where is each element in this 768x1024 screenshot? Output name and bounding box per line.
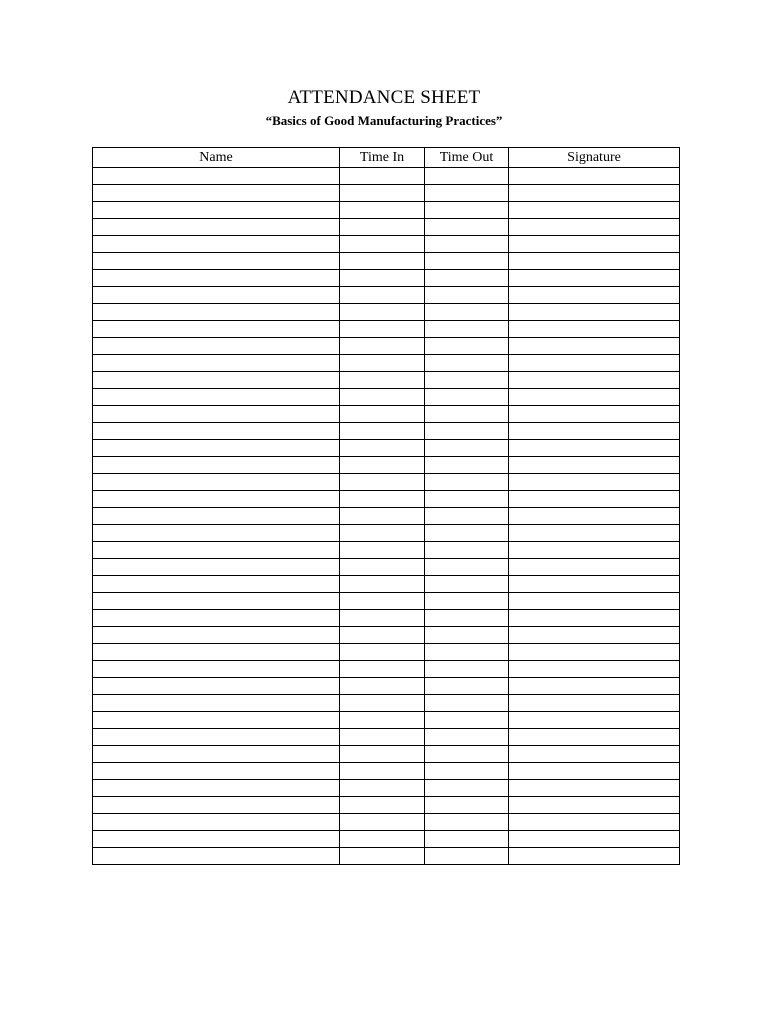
time-out-cell [425,287,509,304]
name-cell [93,814,340,831]
time-out-cell [425,576,509,593]
time-out-cell [425,627,509,644]
table-row [93,814,680,831]
time-in-cell [340,542,425,559]
table-row [93,712,680,729]
column-header-signature: Signature [509,148,680,168]
time-in-cell [340,661,425,678]
name-cell [93,729,340,746]
table-row [93,304,680,321]
signature-cell [509,372,680,389]
name-cell [93,185,340,202]
time-out-cell [425,168,509,185]
signature-cell [509,678,680,695]
signature-cell [509,202,680,219]
time-in-cell [340,678,425,695]
time-in-cell [340,321,425,338]
signature-cell [509,253,680,270]
name-cell [93,287,340,304]
signature-cell [509,542,680,559]
time-out-cell [425,661,509,678]
signature-cell [509,236,680,253]
time-in-cell [340,270,425,287]
name-cell [93,338,340,355]
time-in-cell [340,457,425,474]
table-row [93,695,680,712]
signature-cell [509,389,680,406]
name-cell [93,763,340,780]
name-cell [93,355,340,372]
name-cell [93,270,340,287]
table-row [93,168,680,185]
name-cell [93,695,340,712]
table-row [93,797,680,814]
signature-cell [509,185,680,202]
name-cell [93,440,340,457]
time-out-cell [425,440,509,457]
name-cell [93,389,340,406]
table-row [93,491,680,508]
time-in-cell [340,763,425,780]
time-out-cell [425,304,509,321]
table-row [93,644,680,661]
time-in-cell [340,644,425,661]
signature-cell [509,763,680,780]
signature-cell [509,848,680,865]
name-cell [93,423,340,440]
name-cell [93,491,340,508]
time-out-cell [425,525,509,542]
signature-cell [509,304,680,321]
name-cell [93,542,340,559]
page-subtitle: “Basics of Good Manufacturing Practices” [265,113,503,128]
table-row [93,185,680,202]
time-in-cell [340,474,425,491]
signature-cell [509,576,680,593]
signature-cell [509,508,680,525]
time-in-cell [340,168,425,185]
name-cell [93,746,340,763]
table-row [93,508,680,525]
name-cell [93,712,340,729]
time-out-cell [425,644,509,661]
time-out-cell [425,797,509,814]
time-out-cell [425,253,509,270]
time-out-cell [425,848,509,865]
time-out-cell [425,423,509,440]
table-row [93,202,680,219]
signature-cell [509,321,680,338]
table-row [93,219,680,236]
time-out-cell [425,491,509,508]
signature-cell [509,610,680,627]
name-cell [93,678,340,695]
time-out-cell [425,389,509,406]
table-row [93,627,680,644]
table-row [93,729,680,746]
time-out-cell [425,695,509,712]
signature-cell [509,474,680,491]
time-in-cell [340,440,425,457]
time-out-cell [425,763,509,780]
name-cell [93,168,340,185]
name-cell [93,831,340,848]
table-row [93,406,680,423]
time-in-cell [340,389,425,406]
time-in-cell [340,372,425,389]
time-in-cell [340,355,425,372]
table-row [93,525,680,542]
time-out-cell [425,746,509,763]
time-out-cell [425,338,509,355]
table-row [93,831,680,848]
table-row [93,593,680,610]
name-cell [93,610,340,627]
time-in-cell [340,559,425,576]
time-in-cell [340,304,425,321]
table-row [93,763,680,780]
time-in-cell [340,814,425,831]
time-out-cell [425,542,509,559]
name-cell [93,559,340,576]
signature-cell [509,559,680,576]
time-out-cell [425,831,509,848]
name-cell [93,219,340,236]
time-out-cell [425,814,509,831]
attendance-table [92,147,680,865]
time-in-cell [340,848,425,865]
time-in-cell [340,576,425,593]
time-out-cell [425,610,509,627]
table-row [93,236,680,253]
name-cell [93,576,340,593]
column-header-time-out: Time Out [425,148,509,168]
table-row [93,746,680,763]
signature-cell [509,270,680,287]
table-row [93,287,680,304]
time-in-cell [340,423,425,440]
name-cell [93,474,340,491]
table-row [93,253,680,270]
signature-cell [509,780,680,797]
time-in-cell [340,253,425,270]
time-out-cell [425,202,509,219]
time-in-cell [340,525,425,542]
time-in-cell [340,780,425,797]
signature-cell [509,338,680,355]
name-cell [93,406,340,423]
time-out-cell [425,185,509,202]
signature-cell [509,406,680,423]
time-out-cell [425,559,509,576]
table-row [93,423,680,440]
time-in-cell [340,236,425,253]
time-in-cell [340,287,425,304]
time-in-cell [340,797,425,814]
time-out-cell [425,712,509,729]
table-row [93,270,680,287]
name-cell [93,253,340,270]
signature-cell [509,746,680,763]
table-row [93,372,680,389]
signature-cell [509,729,680,746]
time-in-cell [340,831,425,848]
time-out-cell [425,321,509,338]
time-out-cell [425,780,509,797]
time-out-cell [425,219,509,236]
name-cell [93,661,340,678]
name-cell [93,321,340,338]
name-cell [93,627,340,644]
table-row [93,661,680,678]
time-out-cell [425,355,509,372]
time-in-cell [340,712,425,729]
name-cell [93,593,340,610]
table-body [93,168,680,865]
time-in-cell [340,185,425,202]
table-row [93,389,680,406]
time-out-cell [425,457,509,474]
signature-cell [509,219,680,236]
table-row [93,559,680,576]
name-cell [93,508,340,525]
table-row [93,457,680,474]
column-header-name: Name [93,148,340,168]
signature-cell [509,661,680,678]
signature-cell [509,712,680,729]
name-cell [93,236,340,253]
table-header-row [93,148,680,168]
time-in-cell [340,593,425,610]
name-cell [93,797,340,814]
time-out-cell [425,729,509,746]
table-row [93,355,680,372]
time-in-cell [340,491,425,508]
signature-cell [509,491,680,508]
signature-cell [509,168,680,185]
table-row [93,848,680,865]
table-row [93,440,680,457]
page-title: ATTENDANCE SHEET [287,87,481,108]
table-row [93,542,680,559]
signature-cell [509,593,680,610]
time-out-cell [425,372,509,389]
signature-cell [509,423,680,440]
time-out-cell [425,406,509,423]
signature-cell [509,525,680,542]
time-out-cell [425,236,509,253]
signature-cell [509,644,680,661]
time-in-cell [340,508,425,525]
name-cell [93,780,340,797]
column-header-time-in: Time In [340,148,425,168]
signature-cell [509,355,680,372]
name-cell [93,304,340,321]
signature-cell [509,695,680,712]
time-in-cell [340,202,425,219]
time-out-cell [425,678,509,695]
table-row [93,610,680,627]
time-in-cell [340,219,425,236]
signature-cell [509,457,680,474]
signature-cell [509,831,680,848]
time-out-cell [425,593,509,610]
time-in-cell [340,746,425,763]
signature-cell [509,627,680,644]
table-row [93,321,680,338]
table-row [93,576,680,593]
time-in-cell [340,695,425,712]
table-row [93,474,680,491]
signature-cell [509,440,680,457]
table-row [93,678,680,695]
signature-cell [509,797,680,814]
time-in-cell [340,610,425,627]
name-cell [93,457,340,474]
signature-cell [509,814,680,831]
time-in-cell [340,338,425,355]
table-row [93,338,680,355]
name-cell [93,848,340,865]
time-in-cell [340,627,425,644]
signature-cell [509,287,680,304]
name-cell [93,525,340,542]
time-in-cell [340,406,425,423]
time-in-cell [340,729,425,746]
table-row [93,780,680,797]
time-out-cell [425,508,509,525]
time-out-cell [425,474,509,491]
time-out-cell [425,270,509,287]
name-cell [93,644,340,661]
name-cell [93,202,340,219]
name-cell [93,372,340,389]
